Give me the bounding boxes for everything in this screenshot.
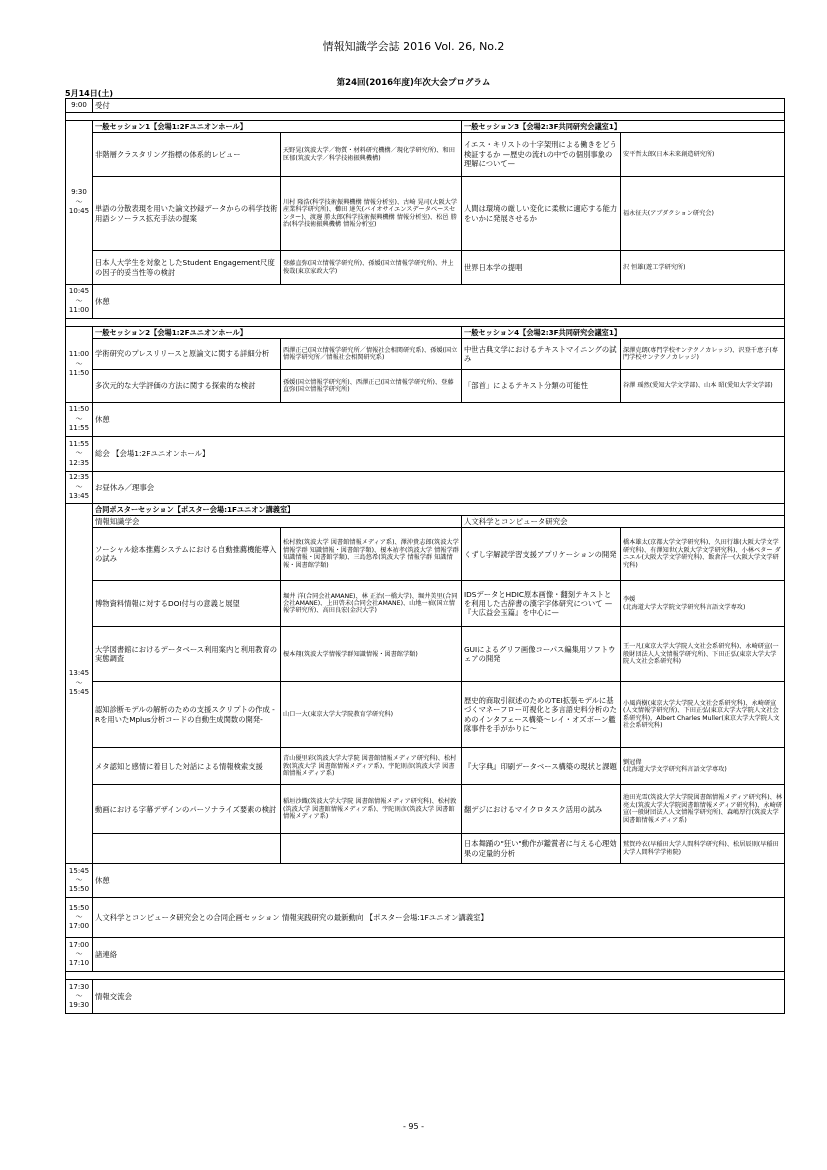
talk-title: 「部首」によるテキスト分類の可能性 xyxy=(462,370,621,403)
time-cell: 11:55 ～ 12:35 xyxy=(66,437,93,472)
talk-authors: 松村敦(筑波大学 図書館情報メディア系)、澤沖貴志郎(筑波大学 情報学群 知識情報・図書館学類)、榎本祐孝(筑波大学 情報学群 知識情報・図書館学類)、三島悠希(筑波大学 情報学群 知識情報・図書館学類) xyxy=(281,528,462,581)
break-row xyxy=(66,403,785,437)
talk-row xyxy=(66,177,785,251)
talk-title: 認知診断モデルの解析のための支援スクリプトの作成 -Rを用いたMplus分析コードの自動生成関数の開発- xyxy=(93,682,281,748)
talk-authors: 池田光雪(筑波大学大学院図書館情報メディア研究科)、林亮太(筑波大学大学院図書館情報メディア研究科)、永崎研宣(一般財団法人人文情報学研究所)、森嶋厚行(筑波大学図書館情報メディア系) xyxy=(621,785,785,834)
time-cell: 12:35 ～ 13:45 xyxy=(66,472,93,504)
talk-authors: 山口一大(東京大学大学院教育学研究科) xyxy=(281,682,462,748)
talk-row xyxy=(66,251,785,285)
poster-heading: 合同ポスターセッション【ポスター会場:1Fユニオン講義室】 xyxy=(93,504,785,516)
poster-row xyxy=(66,528,785,581)
poster-row xyxy=(66,785,785,834)
talk-title: メタ認知と感情に着目した対話による情報検索支援 xyxy=(93,748,281,785)
talk-title: GUIによるグリフ画像コーパス編集用ソフトウェアの開発 xyxy=(462,627,621,682)
general-assembly-label: 総会 【会場1:2Fユニオンホール】 xyxy=(93,437,785,472)
time-cell-am2: 11:00 ～ 11:50 xyxy=(66,327,93,403)
reception-row xyxy=(66,99,785,113)
program-title: 第24回(2016年度)年次大会プログラム xyxy=(336,78,491,88)
talk-title: 『大字典』印刷データベース構築の現状と課題 xyxy=(462,748,621,785)
talk-authors: 沢 恒雄(遊工学研究所) xyxy=(621,251,785,285)
poster-row xyxy=(66,748,785,785)
break-row xyxy=(66,864,785,898)
talk-authors: 榎本翔(筑波大学情報学群知識情報・図書館学類) xyxy=(281,627,462,682)
program-table xyxy=(65,98,785,1014)
party-row xyxy=(66,980,785,1014)
poster-sub-left: 情報知識学会 xyxy=(93,516,462,528)
spacer-row xyxy=(66,972,785,980)
talk-authors: 孫媛(国立情報学研究所)、西澤正己(国立情報学研究所)、登藤直弥(国立情報学研究所) xyxy=(281,370,462,403)
time-cell-poster: 13:45 ～ 15:45 xyxy=(66,504,93,864)
talk-authors: 登藤直弥(国立情報学研究所)、孫媛(国立情報学研究所)、井上俊哉(東京家政大学) xyxy=(281,251,462,285)
talk-title xyxy=(93,834,281,864)
time-cell: 15:45 ～ 15:50 xyxy=(66,864,93,898)
time-cell: 10:45 ～ 11:00 xyxy=(66,285,93,319)
talk-row xyxy=(66,133,785,177)
talk-authors: 天野晃(筑波大学／物質・材料研究機構／現化学研究所)、和田匡郁(筑波大学／科学技術振興機構) xyxy=(281,133,462,177)
talk-authors: 王一凡(東京大学大学院人文社会系研究科)、永崎研宣(一般財団法人人文情報学研究所)、下田正弘(東京大学大学院人文社会系研究科) xyxy=(621,627,785,682)
talk-title: 学術研究のプレスリリースと原論文に関する詳細分析 xyxy=(93,339,281,370)
talk-title: 博物資料情報に対するDOI付与の意義と展望 xyxy=(93,581,281,627)
talk-title: 歴史的商取引叙述のためのTEI拡張モデルに基づくマネーフロー可視化と多言語史料分析のためのインタフェース構築～レイ・オズボーン艦隊事件を手がかりに～ xyxy=(462,682,621,748)
session4-heading: 一般セッション4【会場2:3F共同研究会議室1】 xyxy=(462,327,785,339)
talk-authors: 小風尚樹(東京大学大学院人文社会系研究科)、永崎研宣(人文情報学研究所)、下田正弘(東京大学大学院人文社会系研究科)、Albert Charles Muller(東京大学大学院人文社会系研究科) xyxy=(621,682,785,748)
talk-title: くずし字解読学習支援アプリケーションの開発 xyxy=(462,528,621,581)
lunch-row xyxy=(66,472,785,504)
poster-row xyxy=(66,682,785,748)
notice-row xyxy=(66,938,785,972)
break-label: 休憩 xyxy=(93,285,785,319)
poster-row xyxy=(66,627,785,682)
talk-authors: 李媛 (北海道大学大学院文学研究科言語文学専攻) xyxy=(621,581,785,627)
spacer-row xyxy=(66,319,785,327)
talk-title: IDSデータとHDIC原本画像・翻刻テキストとを利用した古辞書の漢字字体研究について —『大広益会玉篇』を中心に— xyxy=(462,581,621,627)
time-cell: 11:50 ～ 11:55 xyxy=(66,403,93,437)
poster-sub-right: 人文科学とコンピュータ研究会 xyxy=(462,516,785,528)
party-label: 情報交流会 xyxy=(93,980,785,1014)
talk-title: 単語の分散表現を用いた論文抄録データからの科学技術用語シソーラス拡充手法の提案 xyxy=(93,177,281,251)
talk-authors: 青山優里彩(筑波大学大学院 図書館情報メディア研究科)、松村敦(筑波大学 図書館情報メディア系)、宇陀則彦(筑波大学 図書館情報メディア系) xyxy=(281,748,462,785)
time-cell: 15:50 ～ 17:00 xyxy=(66,898,93,938)
talk-authors: 深澤克朗(専門学校サンテクノカレッジ)、沢登千恵子(専門学校サンテクノカレッジ) xyxy=(621,339,785,370)
lunch-label: お昼休み／理事会 xyxy=(93,472,785,504)
joint-session-row xyxy=(66,898,785,938)
spacer-row xyxy=(66,113,785,121)
poster-subheader-row xyxy=(66,516,785,528)
poster-row xyxy=(66,834,785,864)
talk-authors: 西澤正己(国立情報学研究所／情報社会相関研究系)、孫媛(国立情報学研究所／情報社会相関研究系) xyxy=(281,339,462,370)
break-row xyxy=(66,285,785,319)
talk-row xyxy=(66,370,785,403)
program-date: 5月14日(土) xyxy=(65,89,114,98)
talk-authors: 谷澤 瑶然(愛知大学文学部)、山本 昭(愛知大学文学部) xyxy=(621,370,785,403)
talk-title: 中世古典文学におけるテキストマイニングの試み xyxy=(462,339,621,370)
poster-header-row xyxy=(66,504,785,516)
talk-title: 大学図書館におけるデータベース利用案内と利用教育の実態調査 xyxy=(93,627,281,682)
reception-label: 受付 xyxy=(93,99,785,113)
notice-label: 諸連絡 xyxy=(93,938,785,972)
talk-authors: 稲垣沙織(筑波大学大学院 図書館情報メディア研究科)、松村敦(筑波大学 図書館情報メディア系)、宇陀則彦(筑波大学 図書館情報メディア系) xyxy=(281,785,462,834)
talk-title: 翻デジにおけるマイクロタスク活用の試み xyxy=(462,785,621,834)
session-header-row xyxy=(66,327,785,339)
journal-header: 情報知識学会誌 2016 Vol. 26, No.2 xyxy=(322,40,505,53)
joint-session-label: 人文科学とコンピュータ研究会との合同企画セッション 情報実践研究の最新動向 【ポスター会場:1Fユニオン講義室】 xyxy=(93,898,785,938)
poster-row xyxy=(66,581,785,627)
talk-authors: 堀井 洋(合同会社AMANE)、林 正治(一橋大学)、堀井美里(合同会社AMANE)、上田啓未(合同会社AMANE)、山地一禎(国立情報学研究所)、高田良宏(金沢大学) xyxy=(281,581,462,627)
talk-title: 世界日本学の提唱 xyxy=(462,251,621,285)
talk-title: 日本人大学生を対象としたStudent Engagement尺度の因子的妥当性等の検討 xyxy=(93,251,281,285)
talk-authors: 福永征夫(アブダクション研究会) xyxy=(621,177,785,251)
session1-heading: 一般セッション1【会場1:2Fユニオンホール】 xyxy=(93,121,462,133)
talk-title: 非階層クラスタリング指標の体系的レビュー xyxy=(93,133,281,177)
time-cell-am1: 9:30 ～ 10:45 xyxy=(66,121,93,285)
time-cell: 17:00 ～ 17:10 xyxy=(66,938,93,972)
time-cell: 9:00 xyxy=(66,99,93,113)
talk-authors: 川村 隆浩(科学技術振興機構 情報分析室)、古崎 晃司(大阪大学 産業科学研究所)、櫛田 達矢(バイオサイエンスデータベースセンター)、渡邊 勝太郎(科学技術振興機構 情報分析室)、松邑 勝治(科学技術振興機構 情報分析室) xyxy=(281,177,462,251)
session2-heading: 一般セッション2【会場1:2Fユニオンホール】 xyxy=(93,327,462,339)
session-header-row xyxy=(66,121,785,133)
talk-authors: 鷲賀玲衣(早稲田大学人間科学研究科)、松居辰則(早稲田大学人間科学学術院) xyxy=(621,834,785,864)
talk-title: イエス・キリストの十字架刑による働きをどう検証するか —歴史の流れの中での個別事象の理解について— xyxy=(462,133,621,177)
talk-title: 多次元的な大学評価の方法に関する探索的な検討 xyxy=(93,370,281,403)
time-cell: 17:30 ～ 19:30 xyxy=(66,980,93,1014)
talk-authors: 安平哲太郎(日本未来創造研究所) xyxy=(621,133,785,177)
session3-heading: 一般セッション3【会場2:3F共同研究会議室1】 xyxy=(462,121,785,133)
break-label: 休憩 xyxy=(93,864,785,898)
talk-title: 日本舞踊の"狂い"動作が鑑賞者に与える心理効果の定量的分析 xyxy=(462,834,621,864)
break-label: 休憩 xyxy=(93,403,785,437)
talk-row xyxy=(66,339,785,370)
general-assembly-row xyxy=(66,437,785,472)
talk-title: 人間は環境の厳しい変化に柔軟に適応する能力をいかに発展させるか xyxy=(462,177,621,251)
talk-title: ソーシャル絵本推薦システムにおける自動推薦機能導入の試み xyxy=(93,528,281,581)
talk-authors: 橋本雄太(京都大学文学研究科)、久田行雄(大阪大学文学研究科)、有澤知世(大阪大学文学研究科)、小林ベター ダニエル(大阪大学文学研究科)、飯倉洋一(大阪大学文学研究科) xyxy=(621,528,785,581)
page-number: - 95 - xyxy=(402,1122,425,1131)
talk-title: 動画における字幕デザインのパーソナライズ要素の検討 xyxy=(93,785,281,834)
talk-authors xyxy=(281,834,462,864)
talk-authors: 劉冠偉 (北海道大学文学研究科言語文学専攻) xyxy=(621,748,785,785)
